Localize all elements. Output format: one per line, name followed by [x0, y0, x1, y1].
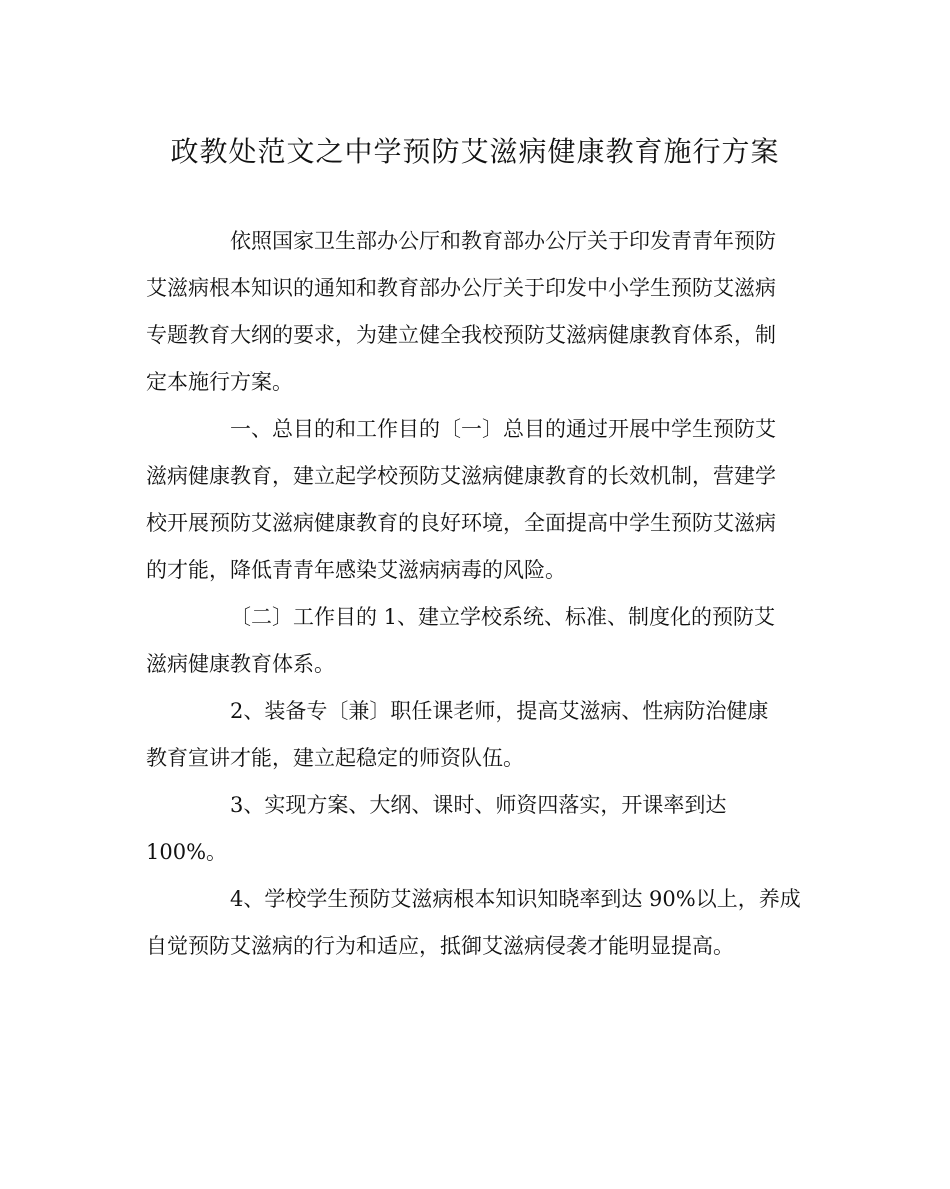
- paragraph-1-line-2: 艾滋病根本知识的通知和教育部办公厅关于印发中小学生预防艾滋病: [146, 276, 776, 300]
- paragraph-1-line-4: 定本施行方案。: [146, 370, 293, 394]
- document-title: 政教处范文之中学预防艾滋病健康教育施行方案: [170, 135, 780, 168]
- paragraph-6-line-2: 自觉预防艾滋病的行为和适应，抵御艾滋病侵袭才能明显提高。: [146, 934, 734, 958]
- paragraph-6-line-1: 4、学校学生预防艾滋病根本知识知晓率到达 90%以上，养成: [230, 887, 801, 911]
- paragraph-2-line-4: 的才能，降低青青年感染艾滋病病毒的风险。: [146, 558, 566, 582]
- paragraph-5-line-2: 100%。: [146, 840, 228, 864]
- paragraph-5-line-1: 3、实现方案、大纲、课时、师资四落实，开课率到达: [230, 793, 727, 817]
- paragraph-2-line-1: 一、总目的和工作目的〔一〕总目的通过开展中学生预防艾: [230, 417, 776, 441]
- paragraph-2-line-3: 校开展预防艾滋病健康教育的良好环境，全面提高中学生预防艾滋病: [146, 511, 776, 535]
- paragraph-4-line-2: 教育宣讲才能，建立起稳定的师资队伍。: [146, 746, 524, 770]
- paragraph-1-line-1: 依照国家卫生部办公厅和教育部办公厅关于印发青青年预防: [230, 229, 776, 253]
- document-body: [146, 218, 818, 970]
- paragraph-3-line-1: 〔二〕工作目的 1、建立学校系统、标准、制度化的预防艾: [230, 605, 776, 629]
- paragraph-2-line-2: 滋病健康教育，建立起学校预防艾滋病健康教育的长效机制，营建学: [146, 464, 776, 488]
- paragraph-3-line-2: 滋病健康教育体系。: [146, 652, 335, 676]
- paragraph-4-line-1: 2、装备专〔兼〕职任课老师，提高艾滋病、性病防治健康: [230, 699, 769, 723]
- paragraph-1-line-3: 专题教育大纲的要求，为建立健全我校预防艾滋病健康教育体系，制: [146, 323, 776, 347]
